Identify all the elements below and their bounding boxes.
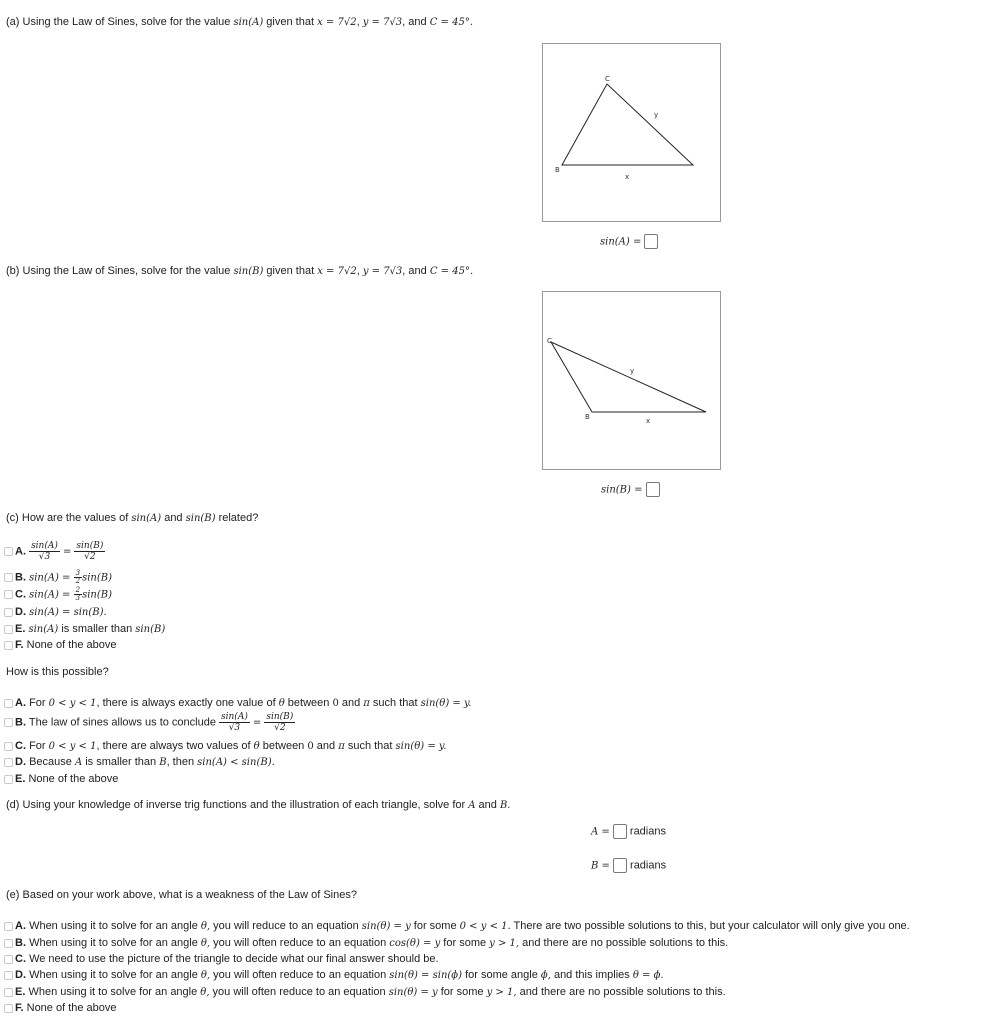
m: ϕ, [540, 970, 551, 981]
frac-c-c [74, 587, 82, 602]
checkbox-e-d[interactable] [4, 971, 13, 980]
answer-row-A [591, 824, 666, 839]
label-B-a: B [555, 166, 560, 174]
label-C-b: C [547, 337, 552, 345]
opt-c-e-m1: sin(A) [28, 624, 59, 635]
t: When using it to solve for an angle [28, 986, 201, 998]
option-c-e[interactable] [4, 623, 165, 635]
checkbox-how-e[interactable] [4, 775, 13, 784]
m: sin(θ) = y [388, 987, 438, 998]
m: 0 < y < 1. [459, 921, 511, 932]
part-a-C: C = 45°. [429, 17, 474, 28]
t: between [259, 740, 308, 752]
t: and [338, 697, 364, 709]
m: B [159, 757, 167, 768]
part-a-func: sin(A) [233, 17, 264, 28]
frac-num: sin(B) [76, 541, 104, 551]
checkbox-c-c[interactable] [4, 590, 13, 599]
answer-input-A[interactable] [613, 824, 627, 839]
label-x-b: x [646, 417, 651, 425]
triangle-b-shape [551, 342, 706, 412]
t: When using it to solve for an angle [29, 920, 201, 932]
letter-e-a: A. [15, 920, 26, 932]
checkbox-c-a[interactable] [4, 547, 13, 556]
part-c-and: and [161, 512, 186, 524]
part-b-func: sin(B) [233, 266, 264, 277]
part-a-question: (a) Using the Law of Sines, solve for the value sin(A) given that x = 7√2, y = 7√3, and C = 45°. [6, 16, 474, 28]
letter-c-f: F. [15, 639, 24, 651]
part-b-y: y = 7√3 [362, 266, 403, 277]
option-e-f[interactable] [4, 1002, 117, 1014]
letter-how-a: A. [15, 697, 26, 709]
t: and there are no possible solutions to this. [519, 937, 729, 949]
part-d-question [6, 799, 510, 811]
opt-c-e-m2: sin(B) [135, 624, 166, 635]
opt-c-b-text: sin(A) = [29, 572, 74, 584]
checkbox-how-a[interactable] [4, 699, 13, 708]
letter-how-c: C. [15, 740, 26, 752]
frac-num: 3 [75, 569, 81, 577]
m: cos(θ) = y [389, 938, 441, 949]
label-C-a: C [605, 75, 610, 83]
part-b-and: and [408, 265, 427, 277]
unit-B: radians [630, 859, 667, 872]
answer-label-A: A = [591, 826, 610, 838]
triangle-a-shape [562, 84, 693, 165]
triangle-b-svg [543, 292, 720, 469]
option-e-a[interactable] [4, 920, 910, 932]
label-y-b: y [630, 367, 635, 375]
label-x-a: x [625, 173, 630, 181]
t: When using it to solve for an angle [29, 937, 201, 949]
t: When using it to solve for an angle [29, 969, 201, 981]
option-how-e[interactable] [4, 773, 118, 785]
t: and this implies [550, 969, 633, 981]
m: 0 [307, 741, 314, 752]
t: for some [437, 986, 487, 998]
opt-c-c-text: sin(A) = [29, 589, 74, 601]
t: For [29, 740, 49, 752]
m: 0 [332, 698, 339, 709]
option-e-d[interactable] [4, 969, 664, 981]
checkbox-how-c[interactable] [4, 742, 13, 751]
letter-e-f: F. [15, 1002, 24, 1014]
frac-how-b-1 [219, 712, 250, 733]
part-b-x: x = 7√2 [317, 266, 357, 277]
frac-num: sin(B) [266, 712, 294, 722]
t: such that [369, 697, 421, 709]
part-b-given: given that [263, 265, 318, 277]
part-a-given: given that [263, 16, 318, 28]
answer-row-a [600, 234, 658, 249]
answer-label-B: B = [591, 860, 610, 872]
m: y > 1, [486, 987, 517, 998]
answer-input-b[interactable] [646, 482, 660, 497]
m: sin(θ) = y. [420, 698, 472, 709]
letter-how-d: D. [15, 756, 26, 768]
part-c-question [6, 512, 258, 524]
m: θ [278, 698, 285, 709]
option-how-d[interactable] [4, 756, 275, 768]
letter-e-b: B. [15, 937, 26, 949]
t: you will often reduce to an equation [209, 986, 389, 998]
triangle-figure-a [542, 43, 721, 222]
option-c-f[interactable] [4, 639, 117, 651]
part-a-and: and [408, 16, 427, 28]
t: , there are always two values of [96, 740, 254, 752]
answer-row-b [601, 482, 660, 497]
part-b-C: C = 45°. [429, 266, 474, 277]
frac-c-a-1 [29, 541, 60, 562]
option-how-a[interactable] [4, 697, 471, 709]
opt-c-c-tail: sin(B) [82, 589, 112, 601]
m: θ, [200, 987, 210, 998]
part-a-y: y = 7√3 [362, 17, 403, 28]
t: for some [440, 937, 490, 949]
option-e-b[interactable] [4, 937, 728, 949]
m: θ, [200, 921, 211, 932]
t: is smaller than [82, 756, 160, 768]
letter-c-e: E. [15, 623, 26, 635]
m: sin(θ) = y. [395, 741, 447, 752]
m: 0 < y < 1 [48, 698, 97, 709]
letter-e-c: C. [15, 953, 26, 965]
checkbox-c-d[interactable] [4, 608, 13, 617]
m: A [468, 800, 476, 811]
frac-den: √3 [228, 723, 241, 733]
part-a-x: x = 7√2 [317, 17, 357, 28]
t: and [475, 799, 500, 811]
frac-den: 2 [75, 577, 81, 585]
t: such that [344, 740, 396, 752]
frac-how-b-2 [264, 712, 295, 733]
triangle-figure-b [542, 291, 721, 470]
part-a-text: (a) Using the Law of Sines, solve for the value [6, 16, 234, 28]
triangle-a-svg [543, 44, 720, 221]
label-y-a: y [654, 111, 659, 119]
part-b-text: (b) Using the Law of Sines, solve for the value [6, 265, 234, 277]
m: sin(A) < sin(B). [197, 757, 275, 768]
part-e-question: (e) Based on your work above, what is a weakness of the Law of Sines? [6, 889, 357, 901]
letter-c-a: A. [15, 545, 26, 558]
opt-c-d-text: sin(A) = sin(B). [29, 607, 107, 618]
m: θ, [200, 970, 211, 981]
m: B. [499, 800, 511, 811]
answer-input-a[interactable] [644, 234, 658, 249]
checkbox-c-f[interactable] [4, 641, 13, 650]
t: and [313, 740, 339, 752]
m: π [338, 741, 345, 752]
t: for some angle [462, 969, 541, 981]
t: (d) Using your knowledge of inverse trig functions and the illustration of each triangle, solve for [6, 799, 469, 811]
t: you will reduce to an equation [210, 920, 362, 932]
frac-den: 3 [75, 594, 81, 602]
t: We need to use the picture of the triangle to decide what our final answer should be. [29, 953, 439, 965]
t: for some [410, 920, 460, 932]
opt-c-b-tail: sin(B) [82, 572, 112, 584]
frac-num: sin(A) [31, 541, 58, 551]
letter-c-b: B. [15, 571, 26, 584]
t: , then [166, 756, 198, 768]
frac-num: sin(A) [221, 712, 248, 722]
part-c-sinA: sin(A) [131, 513, 162, 524]
part-b-question: (b) Using the Law of Sines, solve for the value sin(B) given that x = 7√2, y = 7√3, and C = 45°. [6, 265, 474, 277]
how-question: How is this possible? [6, 666, 109, 678]
m: sin(θ) = sin(ϕ) [389, 970, 463, 981]
checkbox-how-b[interactable] [4, 718, 13, 727]
answer-row-B [591, 858, 666, 873]
option-e-c[interactable] [4, 953, 439, 965]
m: θ [253, 741, 260, 752]
answer-input-B[interactable] [613, 858, 627, 873]
m: y > 1, [489, 938, 520, 949]
letter-e-d: D. [15, 969, 26, 981]
checkbox-c-e[interactable] [4, 625, 13, 634]
letter-e-e: E. [15, 986, 26, 998]
t: you will often reduce to an equation [210, 937, 390, 949]
m: A [74, 757, 83, 768]
answer-label-a: sin(A) = [600, 236, 642, 248]
frac-den: √2 [274, 723, 286, 733]
part-c-sinB: sin(B) [185, 513, 216, 524]
option-c-a[interactable] [4, 541, 105, 562]
t: None of the above [28, 773, 119, 785]
option-e-e[interactable] [4, 986, 726, 998]
checkbox-c-b[interactable] [4, 573, 13, 582]
checkbox-how-d[interactable] [4, 758, 13, 767]
eq-sign: = [252, 717, 262, 729]
option-c-b[interactable] [4, 570, 112, 585]
m: 0 < y < 1 [48, 741, 97, 752]
option-c-d[interactable] [4, 606, 107, 618]
checkbox-e-a[interactable] [4, 922, 13, 931]
checkbox-e-f[interactable] [4, 1004, 13, 1013]
t: The law of sines allows us to conclude [28, 716, 220, 729]
frac-c-b [74, 570, 82, 585]
t: There are two possible solutions to this, but your calculator will only give you one. [510, 920, 910, 932]
answer-label-b: sin(B) = [601, 484, 643, 496]
t: , there is always exactly one value of [96, 697, 279, 709]
part-c-text: (c) How are the values of [6, 512, 132, 524]
opt-c-f-text: None of the above [26, 639, 117, 651]
option-how-b[interactable] [4, 712, 295, 733]
letter-c-d: D. [15, 606, 26, 618]
checkbox-e-b[interactable] [4, 939, 13, 948]
label-B-b: B [585, 413, 590, 421]
checkbox-e-c[interactable] [4, 955, 13, 964]
option-c-c[interactable] [4, 587, 112, 602]
t: None of the above [26, 1002, 117, 1014]
letter-how-b: B. [15, 716, 26, 729]
letter-how-e: E. [15, 773, 26, 785]
frac-den: √2 [84, 552, 96, 562]
t: between [284, 697, 333, 709]
t: For [29, 697, 49, 709]
t: and there are no possible solutions to this. [516, 986, 726, 998]
frac-den: √3 [38, 552, 51, 562]
m: π [363, 698, 370, 709]
eq-sign: = [62, 546, 72, 558]
part-c-post: related? [215, 512, 259, 524]
frac-num: 2 [75, 586, 81, 594]
frac-c-a-2 [74, 541, 105, 562]
checkbox-e-e[interactable] [4, 988, 13, 997]
m: θ, [200, 938, 211, 949]
letter-c-c: C. [15, 588, 26, 601]
unit-A: radians [629, 825, 666, 838]
option-how-c[interactable] [4, 740, 446, 752]
m: sin(θ) = y [361, 921, 411, 932]
m: θ = ϕ. [632, 970, 664, 981]
t: you will often reduce to an equation [210, 969, 390, 981]
opt-c-e-text: is smaller than [58, 623, 136, 635]
t: Because [29, 756, 75, 768]
